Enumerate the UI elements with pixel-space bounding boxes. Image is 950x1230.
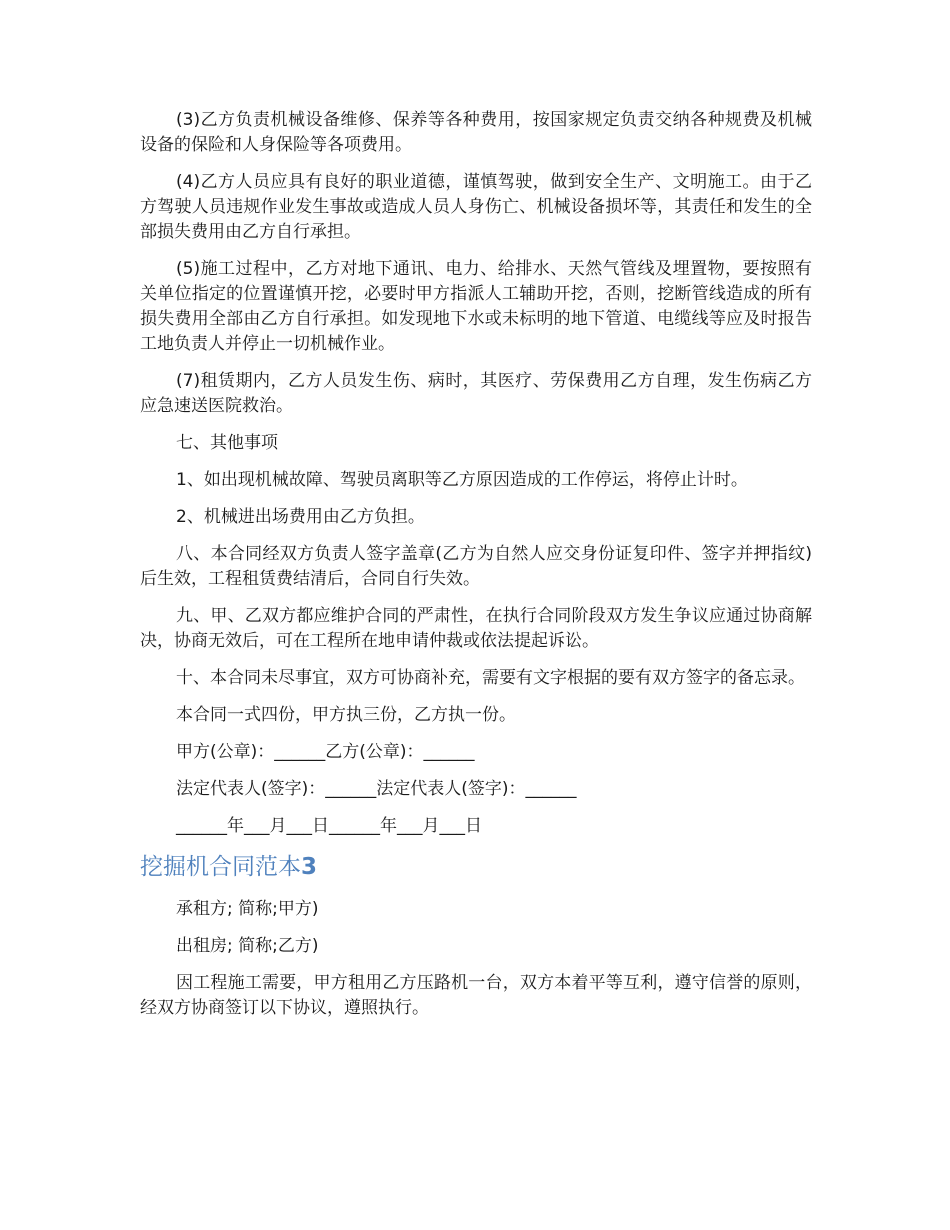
clause-5-paragraph: (5)施工过程中，乙方对地下通讯、电力、给排水、天然气管线及埋置物，要按照有关单位指定的位置谨慎开挖，必要时甲方指派人工辅助开挖，否则，挖断管线造成的所有损失费用全部由乙方自行承担。如发现地下水或未标明的地下管道、电缆线等应及时报告工地负责人并停止一切机械作业。 [140, 259, 812, 354]
section-7-item-2: 2、机械进出场费用由乙方负担。 [176, 507, 425, 527]
section-heading [140, 851, 812, 883]
clause-7-paragraph: (7)租赁期内，乙方人员发生伤、病时，其医疗、劳保费用乙方自理，发生伤病乙方应急速送医院救治。 [140, 371, 812, 416]
copies-paragraph: 本合同一式四份，甲方执三份，乙方执一份。 [176, 705, 516, 725]
date-line: ______年___月___日______年___月___日 [176, 816, 482, 836]
clause-3-paragraph: (3)乙方负责机械设备维修、保养等各种费用，按国家规定负责交纳各种规费及机械设备的保险和人身保险等各项费用。 [140, 110, 812, 155]
document-page [140, 108, 812, 1033]
section-heading-text: 挖掘机合同范本 [140, 854, 301, 880]
seal-line: 甲方(公章)：______乙方(公章)：______ [176, 742, 475, 762]
preamble-paragraph: 因工程施工需要，甲方租用乙方压路机一台，双方本着平等互利，遵守信誉的原则，经双方协商签订以下协议，遵照执行。 [140, 973, 812, 1018]
lessor-line: 出租房; 简称;乙方) [176, 936, 319, 956]
clause-4-paragraph: (4)乙方人员应具有良好的职业道德，谨慎驾驶，做到安全生产、文明施工。由于乙方驾驶人员违规作业发生事故或造成人员人身伤亡、机械设备损坏等，其责任和发生的全部损失费用由乙方自行承担。 [140, 172, 812, 242]
lessee-line: 承租方; 简称;甲方) [176, 899, 319, 919]
section-7-title: 七、其他事项 [176, 433, 278, 453]
signature-line: 法定代表人(签字)：______法定代表人(签字)：______ [176, 779, 577, 799]
section-7-item-1: 1、如出现机械故障、驾驶员离职等乙方原因造成的工作停运，将停止计时。 [176, 470, 748, 490]
section-heading-number: 3 [301, 854, 318, 880]
section-10-paragraph: 十、本合同未尽事宜，双方可协商补充，需要有文字根据的要有双方签字的备忘录。 [176, 668, 805, 688]
section-8-paragraph: 八、本合同经双方负责人签字盖章(乙方为自然人应交身份证复印件、签字并押指纹)后生效，工程租赁费结清后，合同自行失效。 [140, 544, 812, 589]
section-9-paragraph: 九、甲、乙双方都应维护合同的严肃性，在执行合同阶段双方发生争议应通过协商解决，协商无效后，可在工程所在地申请仲裁或依法提起诉讼。 [140, 606, 812, 651]
